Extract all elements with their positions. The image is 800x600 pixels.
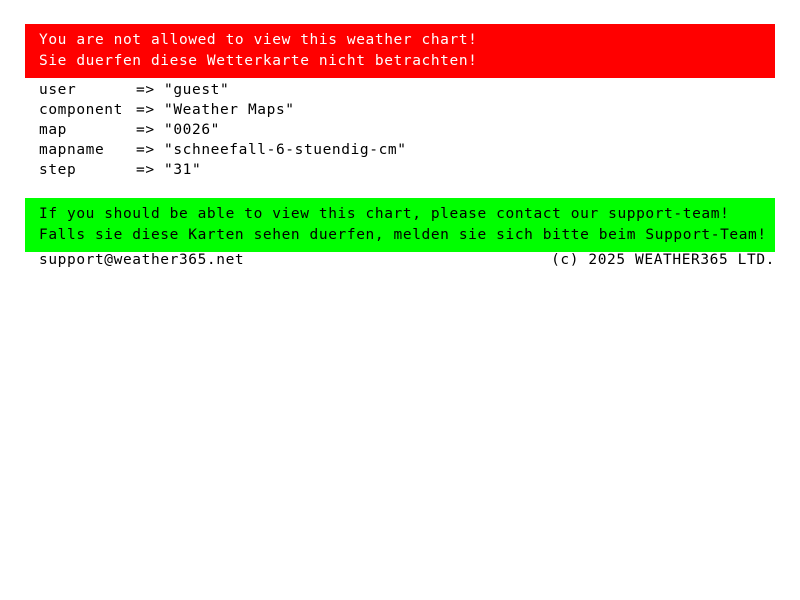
parameter-arrow: => <box>136 82 155 98</box>
error-banner-line-de: Sie duerfen diese Wetterkarte nicht betrachten! <box>39 53 478 69</box>
parameter-arrow: => <box>136 122 155 138</box>
parameter-key: map <box>39 122 67 138</box>
parameter-key: user <box>39 82 77 98</box>
parameter-list <box>39 80 407 180</box>
parameter-row <box>39 80 407 100</box>
error-banner <box>25 24 775 78</box>
parameter-arrow: => <box>136 102 155 118</box>
info-banner-line-de: Falls sie diese Karten sehen duerfen, melden sie sich bitte beim Support-Team! <box>39 227 767 243</box>
parameter-value: "schneefall-6-stuendig-cm" <box>164 142 407 158</box>
parameter-key: step <box>39 162 77 178</box>
parameter-row <box>39 120 407 140</box>
copyright-text: (c) 2025 WEATHER365 LTD. <box>551 252 775 268</box>
parameter-value: "0026" <box>164 122 220 138</box>
parameter-row <box>39 140 407 160</box>
parameter-arrow: => <box>136 142 155 158</box>
parameter-value: "31" <box>164 162 202 178</box>
parameter-row <box>39 100 407 120</box>
parameter-key: mapname <box>39 142 105 158</box>
parameter-row <box>39 160 407 180</box>
info-banner <box>25 198 775 252</box>
parameter-value: "guest" <box>164 82 230 98</box>
footer <box>39 250 775 270</box>
parameter-key: component <box>39 102 123 118</box>
parameter-arrow: => <box>136 162 155 178</box>
parameter-value: "Weather Maps" <box>164 102 295 118</box>
error-banner-line-en: You are not allowed to view this weather chart! <box>39 32 478 48</box>
support-email-link[interactable]: support@weather365.net <box>39 252 245 268</box>
info-banner-line-en: If you should be able to view this chart, please contact our support-team! <box>39 206 730 222</box>
